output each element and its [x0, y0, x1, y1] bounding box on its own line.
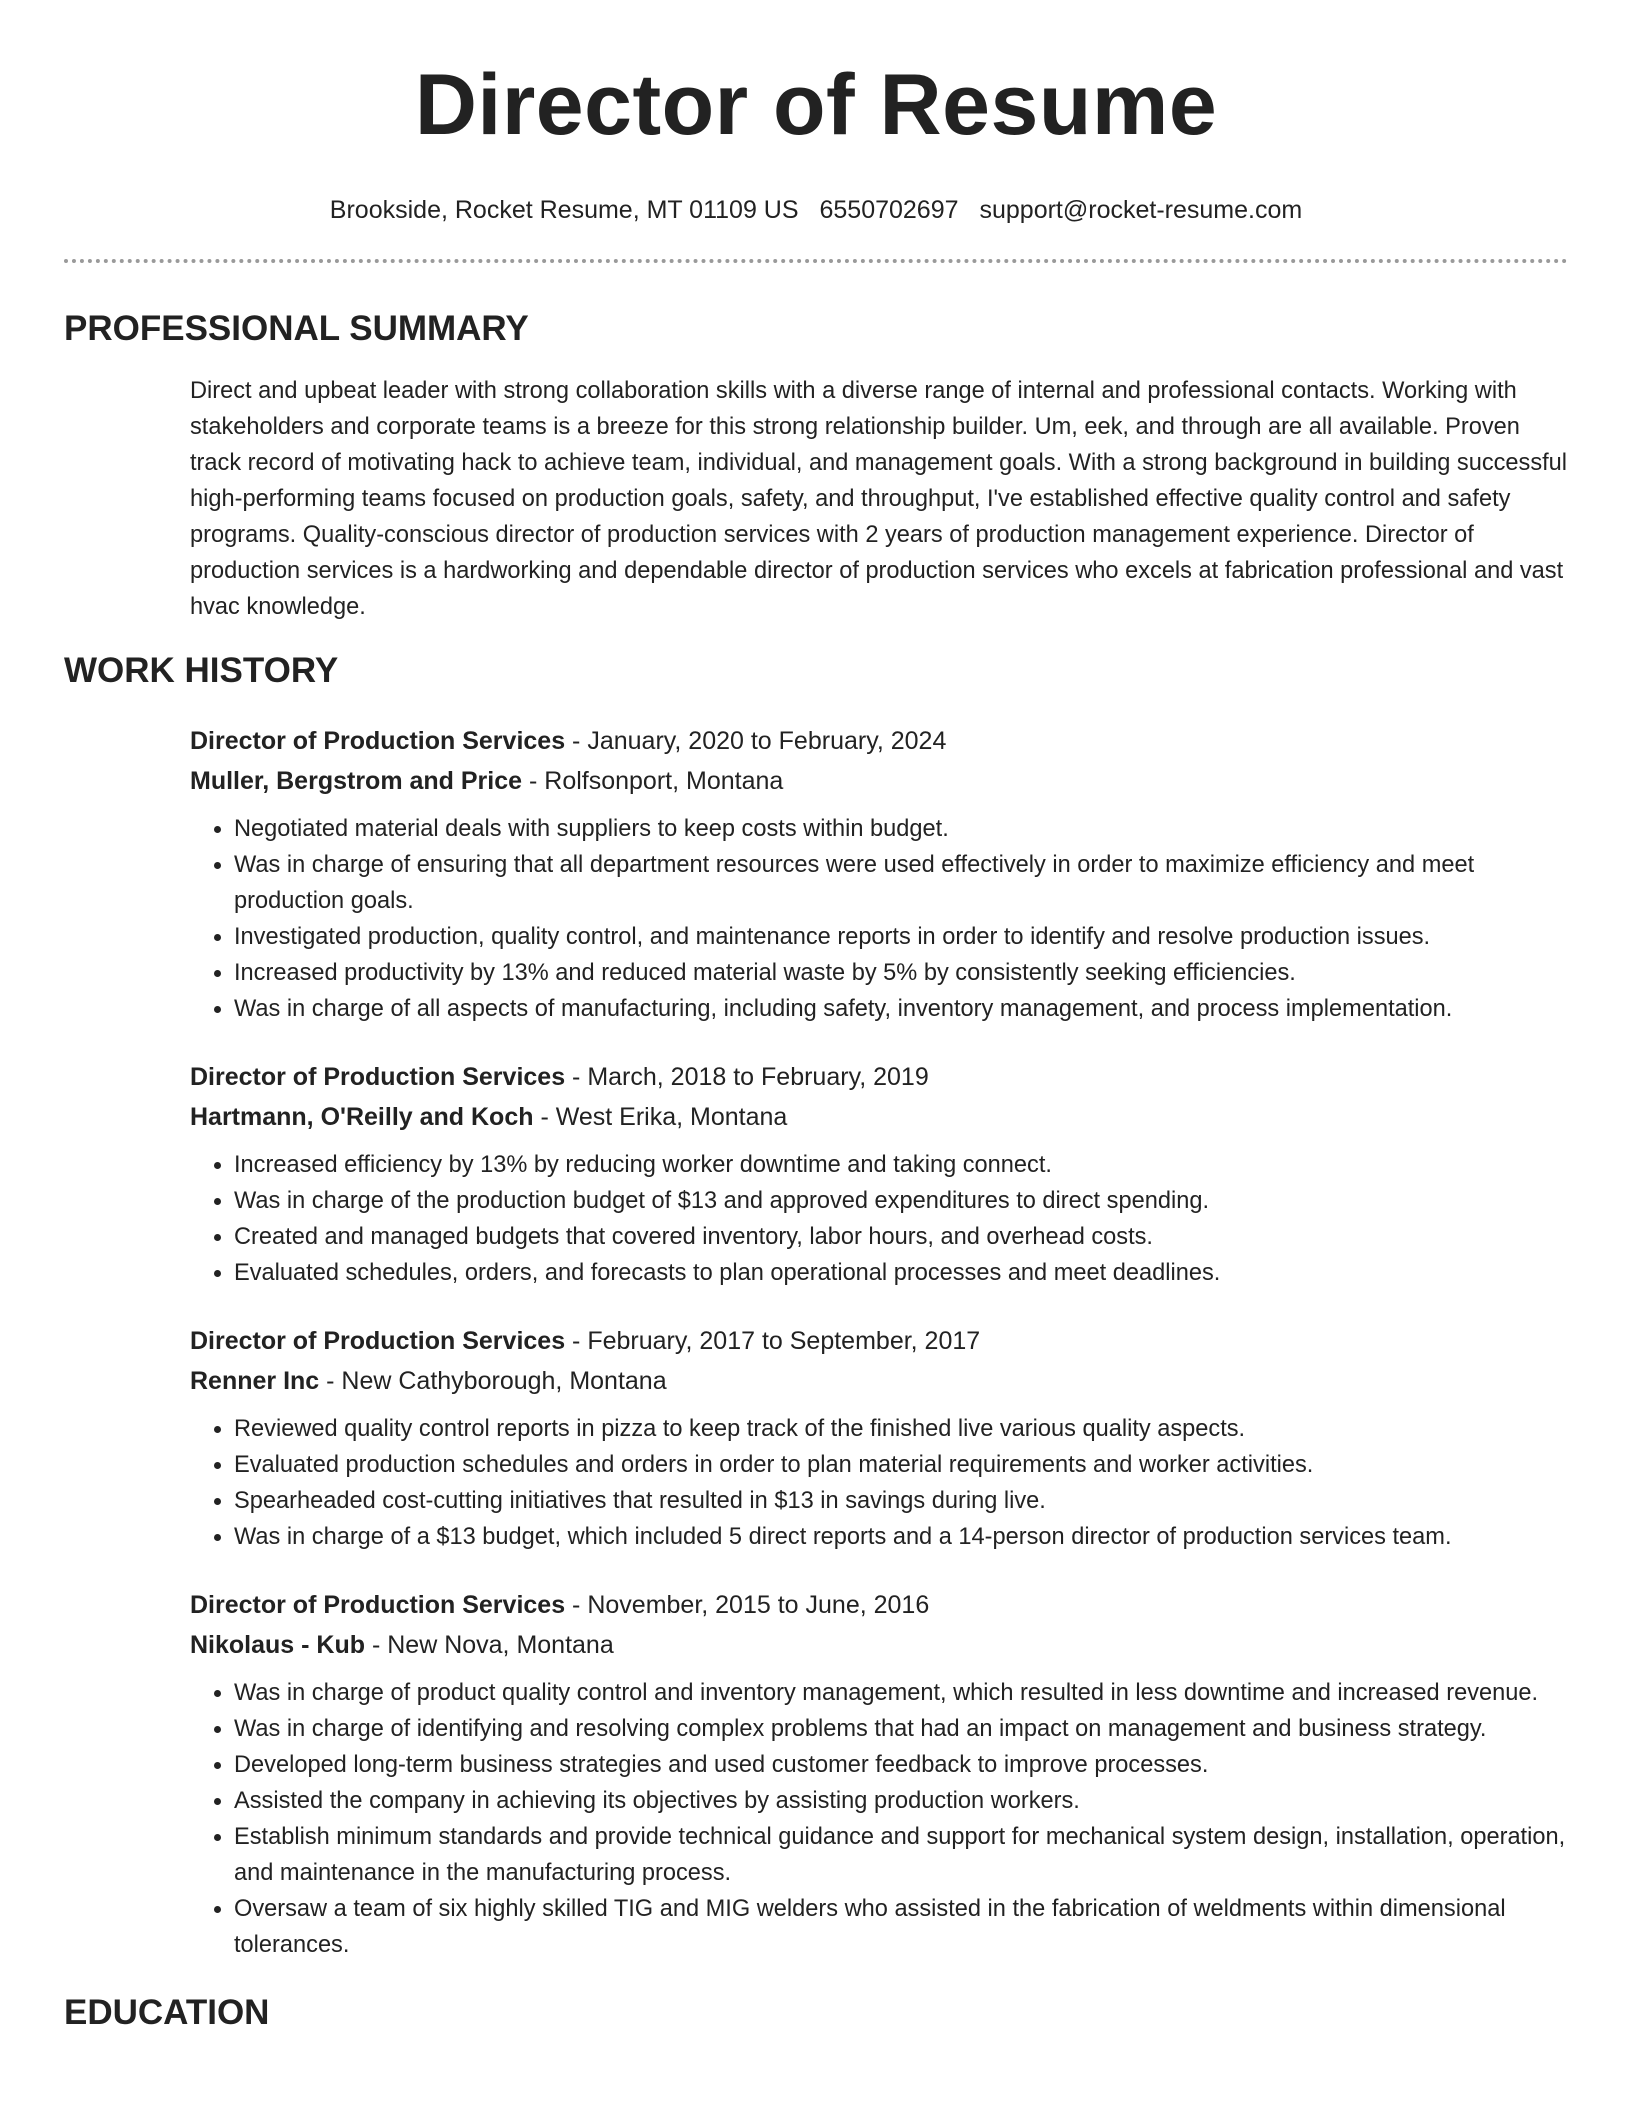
- job-dates: - February, 2017 to September, 2017: [565, 1327, 981, 1355]
- job-entry: [190, 1585, 1568, 1963]
- job-entry: [190, 1057, 1568, 1291]
- job-bullet: • Negotiated material deals with suppliers to keep costs within budget.: [234, 811, 1568, 847]
- job-bullet: • Investigated production, quality control, and maintenance reports in order to identify and resolve production issues.: [234, 919, 1568, 955]
- job-title: Director of Production Services: [190, 1063, 566, 1091]
- job-bullets: [190, 1147, 1568, 1291]
- job-location: - New Nova, Montana: [365, 1631, 614, 1659]
- job-bullet: • Was in charge of product quality control and inventory management, which resulted in less downtime and increased revenue.: [234, 1675, 1568, 1711]
- job-bullets: [190, 1411, 1568, 1555]
- job-bullet: • Was in charge of a $13 budget, which included 5 direct reports and a 14-person director of production services team.: [234, 1519, 1568, 1555]
- job-company: Muller, Bergstrom and Price: [190, 767, 523, 795]
- job-location: - New Cathyborough, Montana: [319, 1367, 667, 1395]
- contact-info: [0, 195, 1632, 225]
- job-dates: - March, 2018 to February, 2019: [565, 1063, 929, 1091]
- job-bullet: • Establish minimum standards and provide technical guidance and support for mechanical system design, installation, operation, and maintenance in the manufacturing process.: [234, 1819, 1568, 1891]
- header-divider: [64, 259, 1568, 263]
- job-title-line: [190, 1585, 1568, 1625]
- job-bullet: • Increased efficiency by 13% by reducing worker downtime and taking connect.: [234, 1147, 1568, 1183]
- job-bullet: • Assisted the company in achieving its objectives by assisting production workers.: [234, 1783, 1568, 1819]
- contact-phone: 6550702697: [819, 196, 959, 224]
- job-company-line: [190, 1625, 1568, 1665]
- job-bullet: • Reviewed quality control reports in pizza to keep track of the finished live various quality aspects.: [234, 1411, 1568, 1447]
- job-company: Hartmann, O'Reilly and Koch: [190, 1103, 534, 1131]
- education-heading: EDUCATION: [64, 1993, 270, 2032]
- work-history-list: [0, 721, 1632, 1963]
- job-dates: - January, 2020 to February, 2024: [565, 727, 947, 755]
- summary-text: Direct and upbeat leader with strong collaboration skills with a diverse range of internal and professional contacts. Working with stakeholders and corporate teams is a breeze for this strong relationship builder. Um, eek, and through are all available. Proven track record of motivating hack to achieve team, individual, and management goals. With a strong background in building successful high-performing teams focused on production goals, safety, and throughput, I've established effective quality control and safety programs. Quality-conscious director of production services with 2 years of production management experience. Director of production services is a hardworking and dependable director of production services who excels at fabrication professional and vast hvac knowledge.: [190, 378, 1568, 620]
- job-title: Director of Production Services: [190, 1327, 566, 1355]
- job-title-line: [190, 721, 1568, 761]
- job-entry: [190, 1321, 1568, 1555]
- job-title: Director of Production Services: [190, 1591, 566, 1619]
- job-title-line: [190, 1321, 1568, 1361]
- job-location: - Rolfsonport, Montana: [522, 767, 784, 795]
- job-bullet: • Evaluated production schedules and orders in order to plan material requirements and worker activities.: [234, 1447, 1568, 1483]
- job-title: Director of Production Services: [190, 727, 566, 755]
- job-bullet: • Created and managed budgets that covered inventory, labor hours, and overhead costs.: [234, 1219, 1568, 1255]
- job-bullet: • Spearheaded cost-cutting initiatives that resulted in $13 in savings during live.: [234, 1483, 1568, 1519]
- job-location: - West Erika, Montana: [533, 1103, 788, 1131]
- job-bullet: • Increased productivity by 13% and reduced material waste by 5% by consistently seeking efficiencies.: [234, 955, 1568, 991]
- job-company-line: [190, 1361, 1568, 1401]
- job-company: Renner Inc: [190, 1367, 320, 1395]
- job-company: Nikolaus - Kub: [190, 1631, 366, 1659]
- contact-email: support@rocket-resume.com: [979, 196, 1303, 224]
- resume-name: Director of Resume: [414, 57, 1218, 153]
- summary-heading: PROFESSIONAL SUMMARY: [64, 309, 529, 348]
- job-bullets: [190, 1675, 1568, 1963]
- job-bullet: • Developed long-term business strategies and used customer feedback to improve processes.: [234, 1747, 1568, 1783]
- job-company-line: [190, 761, 1568, 801]
- job-bullet: • Was in charge of ensuring that all department resources were used effectively in order to maximize efficiency and meet production goals.: [234, 847, 1568, 919]
- job-bullet: • Evaluated schedules, orders, and forecasts to plan operational processes and meet deadlines.: [234, 1255, 1568, 1291]
- job-company-line: [190, 1097, 1568, 1137]
- job-bullets: [190, 811, 1568, 1027]
- job-bullet: • Was in charge of identifying and resolving complex problems that had an impact on management and business strategy.: [234, 1711, 1568, 1747]
- job-bullet: • Oversaw a team of six highly skilled TIG and MIG welders who assisted in the fabrication of weldments within dimensional tolerances.: [234, 1891, 1568, 1963]
- job-bullet: • Was in charge of the production budget of $13 and approved expenditures to direct spending.: [234, 1183, 1568, 1219]
- contact-address: Brookside, Rocket Resume, MT 01109 US: [329, 196, 799, 224]
- job-dates: - November, 2015 to June, 2016: [565, 1591, 930, 1619]
- work-history-heading: WORK HISTORY: [64, 651, 339, 690]
- job-title-line: [190, 1057, 1568, 1097]
- job-entry: [190, 721, 1568, 1027]
- job-bullet: • Was in charge of all aspects of manufacturing, including safety, inventory management, and process implementation.: [234, 991, 1568, 1027]
